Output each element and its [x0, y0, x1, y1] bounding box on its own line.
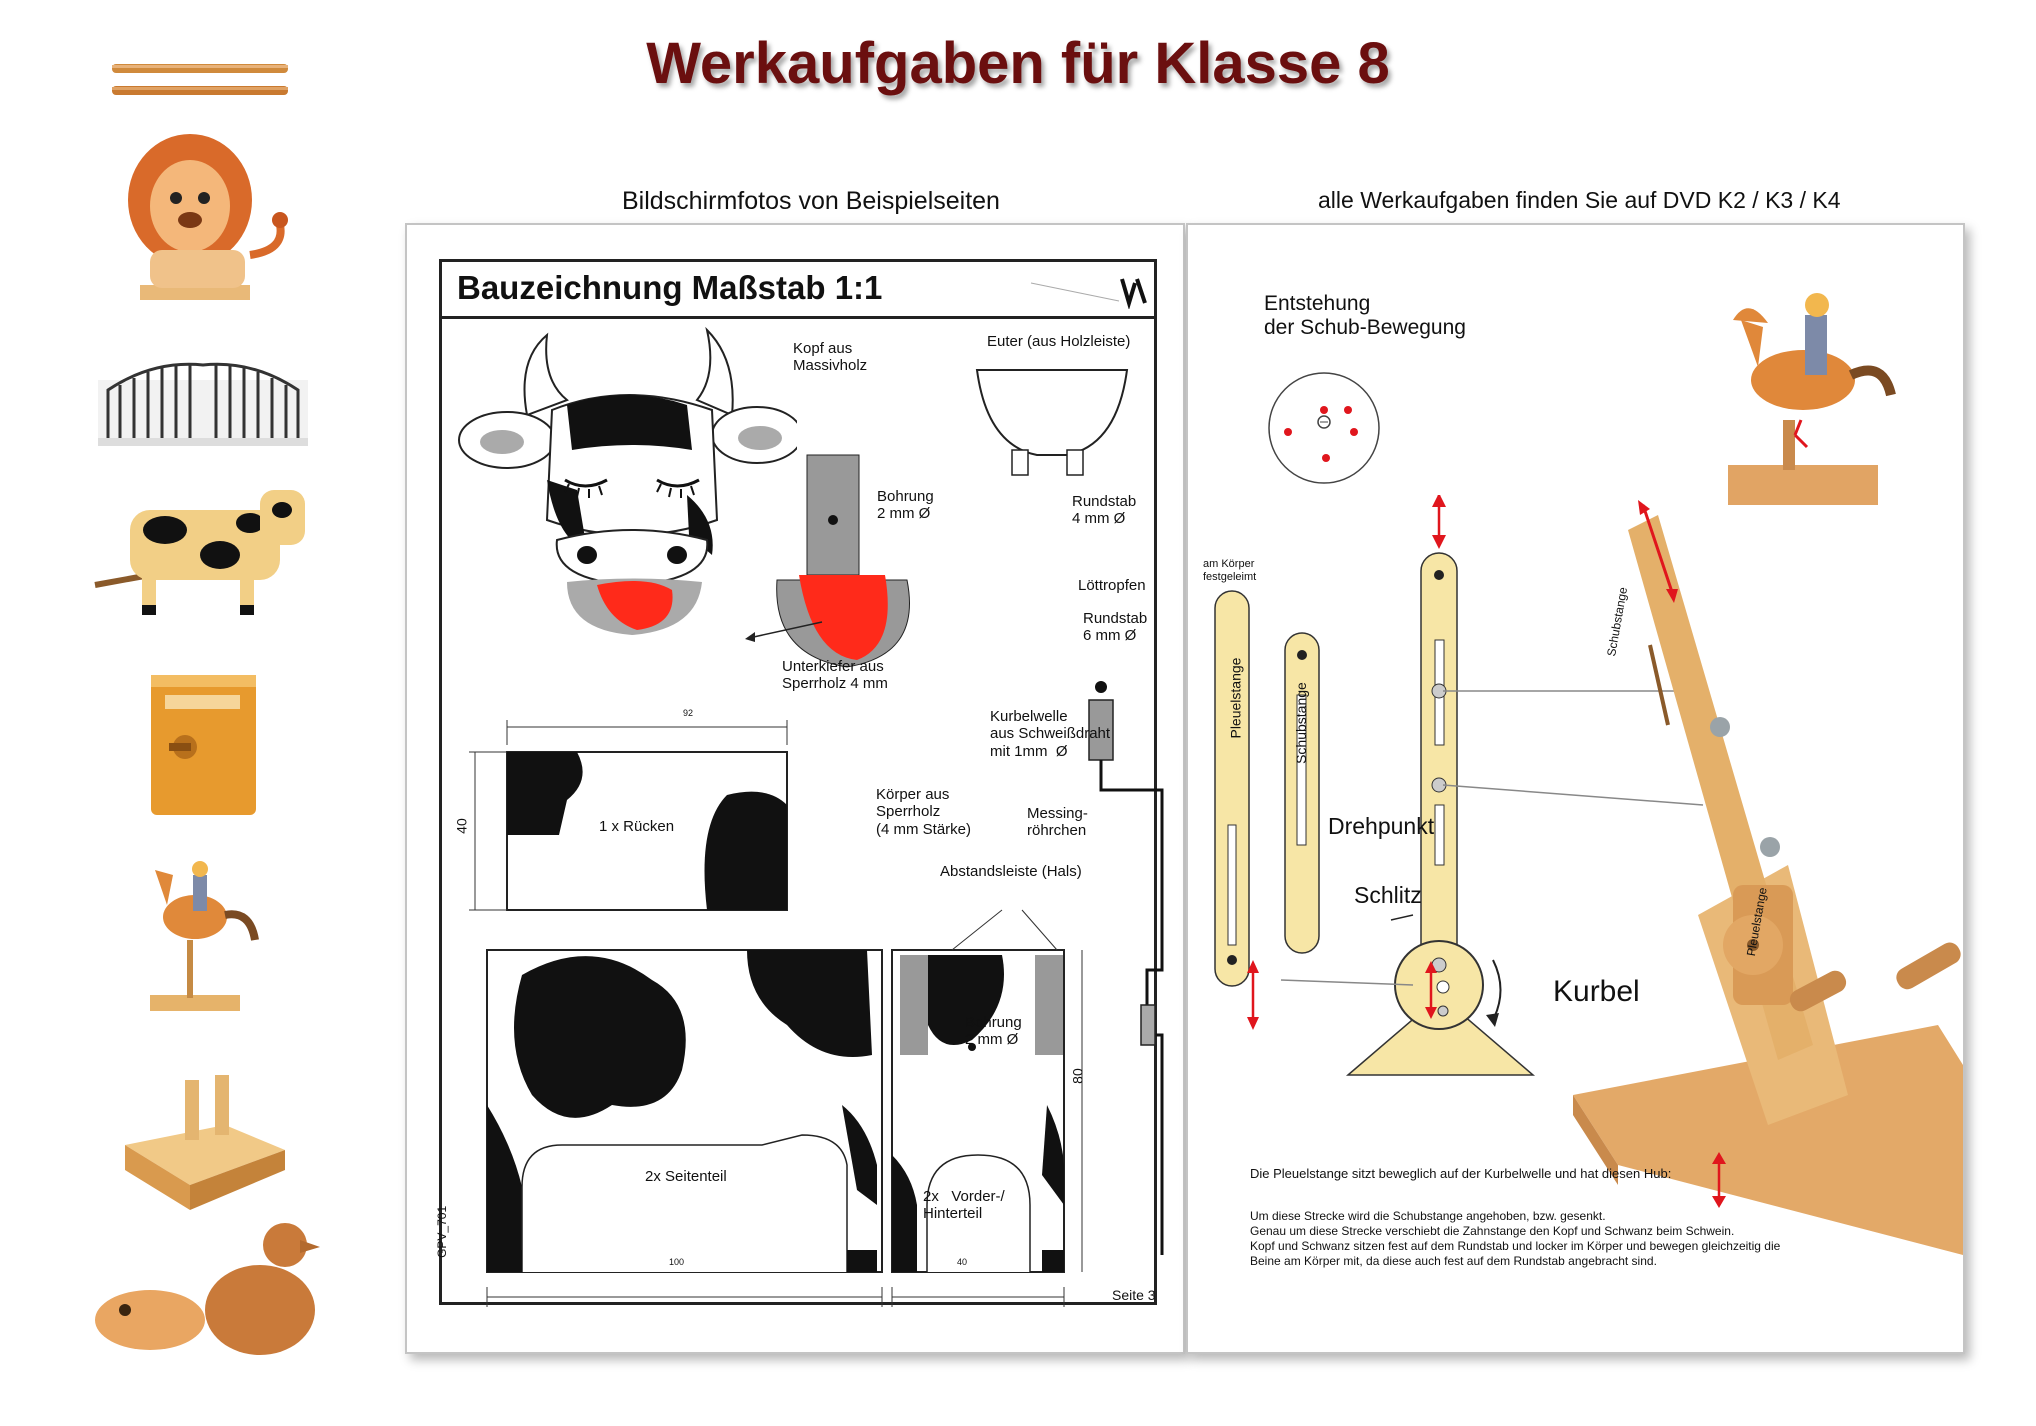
label-koerper: Körper aus Sperrholz (4 mm Stärke) — [876, 786, 972, 838]
rider-toy-image[interactable] — [145, 845, 275, 1020]
dim-100: 100 — [669, 1257, 685, 1267]
label-rundstab4: Rundstab 4 mm Ø — [1072, 493, 1137, 528]
label-abstand: Abstandsleiste (Hals) — [940, 863, 1082, 880]
photo-label-schubstange: Schubstange — [1604, 586, 1631, 658]
lion-toy-image[interactable] — [110, 120, 300, 310]
label-kurbelwelle: Kurbelwelle aus Schweißdraht mit 1mm Ø — [990, 708, 1111, 760]
side-piece-drawing — [482, 905, 1142, 1325]
page-title: Werkaufgaben für Klasse 8 — [646, 31, 1390, 96]
label-seitenteil: 2x Seitenteil — [645, 1168, 727, 1185]
label-kurbel: Kurbel — [1553, 975, 1640, 1008]
label-schlitz: Schlitz — [1354, 882, 1422, 908]
caption-left: Bildschirmfotos von Beispielseiten — [622, 187, 1000, 215]
photo-label-pleuelstange: Pleuelstange — [1743, 886, 1770, 958]
cow-toy-image[interactable] — [90, 475, 320, 635]
label-am-koerper: am Körper festgeleimt — [1203, 558, 1257, 583]
label-bohrung-top: Bohrung 2 mm Ø — [877, 488, 934, 523]
wooden-box-image[interactable] — [115, 1070, 295, 1215]
note-explanation: Um diese Strecke wird die Schubstange angehoben, bzw. gesenkt. Genau um diese Strecke verschiebt die Zahnstange den Kopf und Schwanz beim Schwein. Kopf und Schwanz sitzen fest auf dem Rundstab und locker im Körper und bewegen gleichzeitig die Beine am Körper mit, da diese auch fest auf dem Rundstab angebracht sind. — [1250, 1209, 1781, 1268]
sheet-header-title: Bauzeichnung Maßstab 1:1 — [457, 269, 883, 306]
jaw-arrow — [737, 610, 827, 650]
cabinet-toy-image[interactable] — [145, 665, 265, 820]
label-schubstange: Schubstange — [1292, 682, 1309, 764]
label-kopf: Kopf aus Massivholz — [793, 340, 868, 375]
label-vorder: 2x Vorder-/ Hinterteil — [923, 1188, 1005, 1223]
label-loettropfen: Löttropfen — [1078, 577, 1146, 594]
gate-image[interactable] — [98, 340, 308, 450]
dim-40-bottom: 40 — [957, 1257, 968, 1267]
sheet-code: GPV_701 — [435, 1205, 450, 1258]
example-page-right[interactable] — [1186, 223, 1965, 1354]
label-bohrung-bottom: Bohrung 2 mm Ø — [965, 1014, 1022, 1049]
label-unterkiefer: Unterkiefer aus Sperrholz 4 mm — [782, 658, 888, 693]
example-page-left[interactable] — [405, 223, 1185, 1354]
label-ruecken: 1 x Rücken — [599, 818, 675, 835]
label-euter: Euter (aus Holzleiste) — [987, 333, 1131, 350]
label-pleuelstange: Pleuelstange — [1227, 657, 1244, 739]
label-messing: Messing- röhrchen — [1027, 805, 1088, 840]
label-entstehung: Entstehung der Schub-Bewegung — [1264, 292, 1466, 340]
page-number: Seite 3 — [1112, 1287, 1156, 1303]
hub-arrow-icon — [1709, 1150, 1729, 1210]
dim-80-vertical: 80 — [1069, 1068, 1086, 1084]
dim-92: 92 — [683, 708, 694, 718]
caption-right: alle Werkaufgaben finden Sie auf DVD K2 / K3 / K4 — [1318, 187, 1841, 213]
crank-disc-diagram — [1266, 370, 1386, 490]
label-drehpunkt: Drehpunkt — [1328, 813, 1435, 839]
note-hub: Die Pleuelstange sitzt beweglich auf der Kurbelwelle und hat diesen Hub: — [1250, 1166, 1672, 1181]
wood-sticks-image[interactable] — [110, 58, 290, 102]
sidebar-thumbnails — [0, 0, 340, 1426]
wooden-mechanism-photo — [1558, 405, 1963, 1285]
label-rundstab6: Rundstab 6 mm Ø — [1083, 610, 1148, 645]
hippo-duck-image[interactable] — [85, 1215, 325, 1365]
udder-drawing — [967, 350, 1137, 480]
horse-rider-photo — [1723, 275, 1903, 515]
brand-logo-icon — [1027, 273, 1147, 309]
cow-head-drawing — [457, 320, 797, 640]
dim-40-vertical: 40 — [453, 818, 470, 834]
